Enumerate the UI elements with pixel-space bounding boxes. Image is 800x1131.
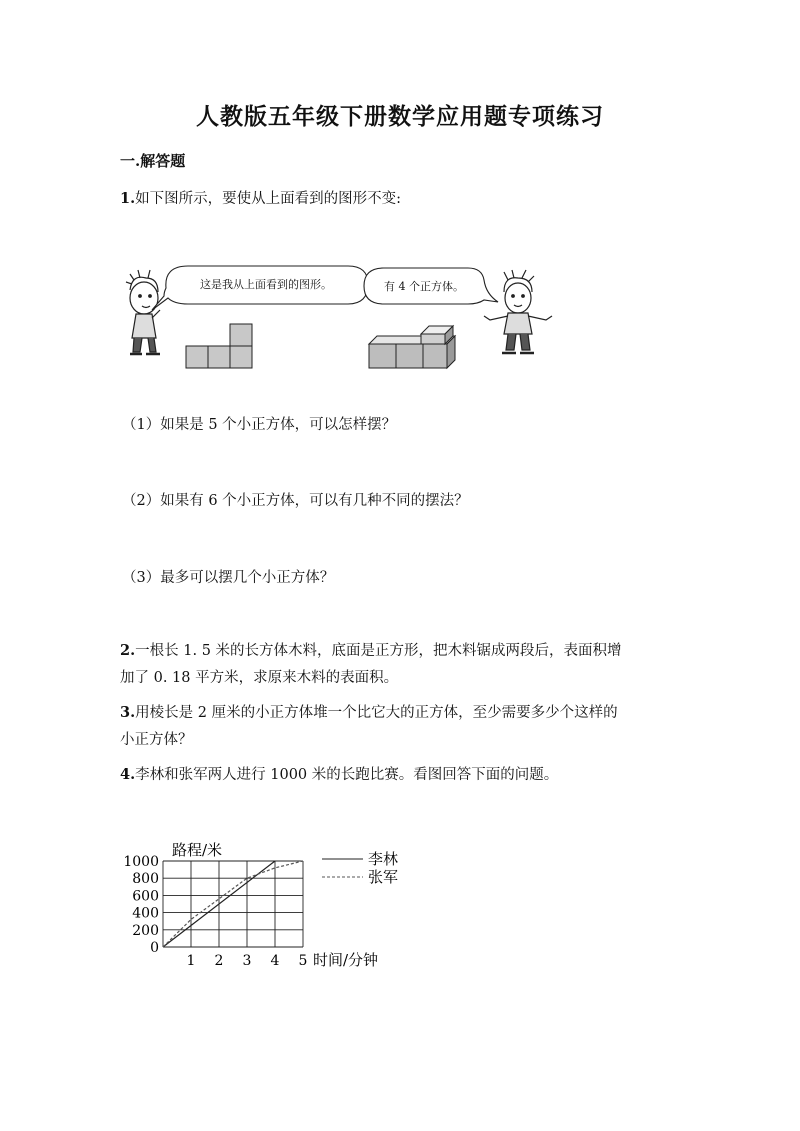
top-view-shape — [186, 324, 252, 368]
sub-question-3: （3）最多可以摆几个小正方体？ — [122, 570, 335, 586]
x-tick-label: 1 — [186, 953, 196, 969]
series-line-2 — [163, 861, 303, 947]
question-number: 4. — [120, 766, 136, 783]
section-heading: 一.解答题 — [120, 152, 186, 170]
question-2 — [120, 637, 622, 692]
question-text-line-1: 一根长 1. 5 米的长方体木料，底面是正方形，把木料锯成两段后，表面积增 — [135, 643, 622, 659]
x-tick-label: 2 — [214, 953, 224, 969]
question-number: 3. — [120, 704, 136, 721]
race-distance-chart — [110, 832, 430, 972]
x-tick-label: 4 — [270, 953, 280, 969]
legend-label-2: 张军 — [368, 868, 399, 886]
question-number: 2. — [120, 642, 136, 659]
legend-label-1: 李林 — [368, 850, 399, 868]
y-tick-label: 200 — [132, 922, 159, 939]
sub-question-1: （1）如果是 5 个小正方体，可以怎样摆？ — [122, 417, 397, 433]
question-3 — [120, 699, 618, 754]
y-tick-label: 800 — [132, 871, 159, 888]
question-text-line-2: 小正方体？ — [120, 732, 193, 748]
speech-bubble-right-text: 有 4 个正方体。 — [384, 280, 464, 293]
page-title: 人教版五年级下册数学应用题专项练习 — [196, 103, 604, 130]
y-tick-label: 600 — [132, 888, 159, 905]
question-text: 如下图所示，要使从上面看到的图形不变: — [135, 191, 402, 207]
cube-arrangement — [369, 326, 455, 368]
x-axis-label: 时间/分钟 — [313, 951, 379, 969]
y-tick-label: 400 — [132, 905, 159, 922]
question-1-illustration — [118, 258, 568, 370]
x-tick-label: 5 — [298, 953, 308, 969]
x-tick-label: 3 — [242, 953, 252, 969]
question-text-line-2: 加了 0. 18 平方米，求原来木料的表面积。 — [120, 670, 399, 686]
question-number: 1. — [120, 190, 136, 207]
boy-right-figure — [484, 270, 552, 353]
question-1 — [120, 185, 401, 213]
question-text-line-1: 用棱长是 2 厘米的小正方体堆一个比它大的正方体，至少需要多少个这样的 — [135, 705, 618, 721]
speech-bubble-left-text: 这是我从上面看到的图形。 — [200, 278, 332, 291]
question-4 — [120, 761, 558, 789]
question-text: 李林和张军两人进行 1000 米的长跑比赛。看图回答下面的问题。 — [135, 767, 559, 783]
sub-question-2: （2）如果有 6 个小正方体，可以有几种不同的摆法？ — [122, 493, 469, 509]
y-tick-label: 1000 — [123, 854, 159, 870]
y-axis-label: 路程/米 — [172, 841, 223, 859]
boy-left-figure — [126, 270, 160, 354]
y-tick-label: 0 — [150, 940, 159, 956]
